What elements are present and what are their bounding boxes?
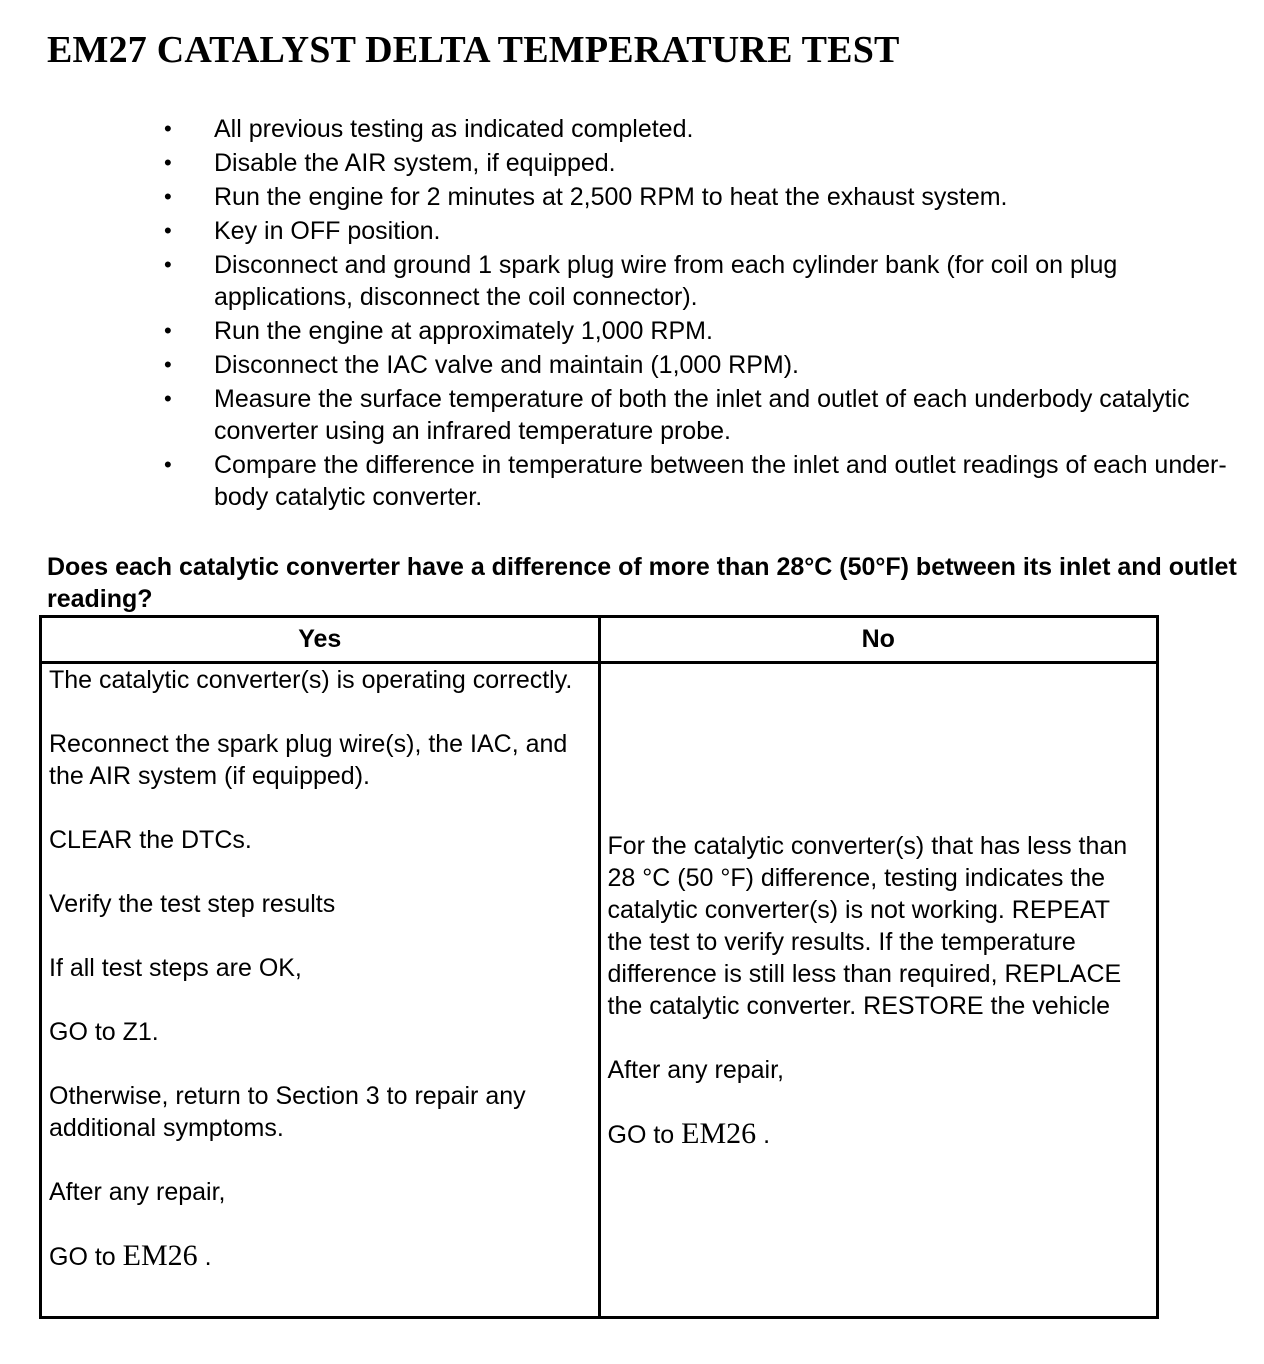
goto-suffix: . [197, 1243, 212, 1271]
em26-link[interactable]: EM26 [122, 1239, 198, 1272]
goto-suffix: . [756, 1120, 771, 1149]
no-after-repair-text: After any repair, [607, 1055, 784, 1084]
em26-link[interactable]: EM26 [681, 1116, 757, 1150]
bullet-icon: • [164, 452, 172, 477]
bullet-icon: • [164, 116, 172, 141]
goto-prefix: GO to [607, 1120, 682, 1149]
step-text: Measure the surface temperature of both the inlet and outlet of each underbody catalytic converter using an infrared temperature probe. [214, 385, 1190, 445]
no-cell [599, 663, 1158, 1318]
step-text: All previous testing as indicated completed. [214, 115, 694, 143]
procedure-steps [164, 113, 1234, 515]
yes-reconnect-text: Reconnect the spark plug wire(s), the IAC, and the AIR system (if equipped). [49, 730, 568, 790]
list-item [164, 181, 1234, 213]
yes-status-text: The catalytic converter(s) is operating correctly. [49, 666, 573, 694]
no-goto-line [608, 1118, 1150, 1151]
result-table [39, 615, 1159, 1319]
yes-after-repair-text: After any repair, [49, 1178, 226, 1206]
list-item [164, 449, 1234, 513]
yes-column-header: Yes [41, 617, 600, 663]
bullet-icon: • [164, 252, 172, 277]
bullet-icon: • [164, 184, 172, 209]
yes-cell [41, 663, 600, 1318]
yes-goto-line [49, 1240, 591, 1273]
list-item [164, 349, 1234, 381]
test-question: Does each catalytic converter have a difference of more than 28°C (50°F) between its inlet and outlet reading? [47, 553, 1237, 613]
no-instruction-text: For the catalytic converter(s) that has less than 28 °C (50 °F) difference, testing indicates the catalytic converter(s) is not working. REPEAT the test to verify results. If the temperature difference is still less than required, REPLACE the catalytic converter. RESTORE the vehicle [607, 831, 1128, 1020]
list-item [164, 215, 1234, 247]
bullet-icon: • [164, 318, 172, 343]
table-header-row [41, 617, 1158, 663]
step-text: Run the engine for 2 minutes at 2,500 RPM to heat the exhaust system. [214, 183, 1008, 211]
bullet-icon: • [164, 150, 172, 175]
page-title: EM27 CATALYST DELTA TEMPERATURE TEST [47, 29, 900, 71]
yes-goto-z1-text: GO to Z1. [49, 1018, 159, 1046]
yes-verify-text: Verify the test step results [49, 890, 336, 918]
step-text: Disconnect the IAC valve and maintain (1,000 RPM). [214, 351, 799, 379]
step-text: Run the engine at approximately 1,000 RPM. [214, 317, 713, 345]
list-item [164, 383, 1234, 447]
list-item [164, 315, 1234, 347]
list-item [164, 249, 1234, 313]
goto-prefix: GO to [49, 1243, 123, 1271]
table-row [41, 663, 1158, 1318]
step-text: Disconnect and ground 1 spark plug wire from each cylinder bank (for coil on plug applications, disconnect the coil connector). [214, 251, 1118, 311]
yes-clear-dtc-text: CLEAR the DTCs. [49, 826, 252, 854]
list-item [164, 147, 1234, 179]
bullet-icon: • [164, 386, 172, 411]
list-item [164, 113, 1234, 145]
step-text: Key in OFF position. [214, 217, 441, 245]
yes-condition-text: If all test steps are OK, [49, 954, 302, 982]
bullet-icon: • [164, 352, 172, 377]
step-text: Compare the difference in temperature between the inlet and outlet readings of each under-body catalytic converter. [214, 451, 1227, 511]
bullet-icon: • [164, 218, 172, 243]
no-column-header: No [599, 617, 1158, 663]
yes-otherwise-text: Otherwise, return to Section 3 to repair any additional symptoms. [49, 1082, 526, 1142]
step-text: Disable the AIR system, if equipped. [214, 149, 616, 177]
